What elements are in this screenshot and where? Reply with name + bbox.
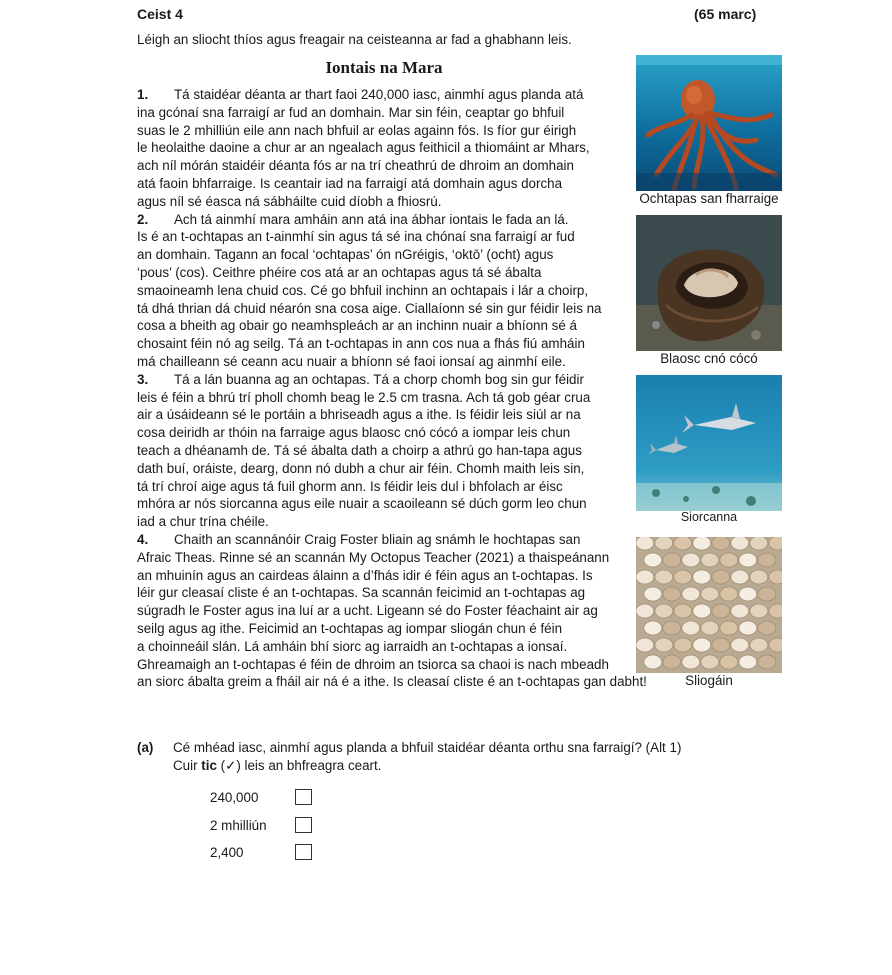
paragraph-text: suas le 2 mhilliún eile ann nach bhfuil ar eolas againn fós. Is fíor gur éirigh (137, 122, 577, 138)
paragraph-text: leis é féin a bhrú trí pholl chomh beag le 2.5 cm trasna. Ach tá gob géar crua (137, 389, 591, 405)
shell-shape (682, 655, 700, 669)
paragraph-text: an domhain. Tagann an focal ‘ochtapas’ ón nGréigis, ‘oktō’ (ocht) agus (137, 247, 554, 263)
passage-line (137, 104, 637, 122)
passage-line (137, 602, 637, 620)
shell-shape (682, 553, 700, 567)
passage-line (137, 567, 637, 585)
option-label: 2 mhilliún (210, 818, 267, 833)
shell-shape (663, 621, 681, 635)
passage-line (137, 656, 637, 674)
passage-line (137, 193, 637, 211)
shell-shape (682, 621, 700, 635)
passage-line (137, 175, 637, 193)
passage-line (137, 211, 637, 229)
paragraph-text: tá dhá thrian dá chuid néarón sna cosa aige. Ciallaíonn sé sin gur féidir leis na (137, 300, 602, 316)
shell-shape (758, 587, 776, 601)
paragraph-text: agus níl sé éasca ná sábháilte cuid díobh a fhiosrú. (137, 193, 442, 209)
passage-line (137, 282, 637, 300)
paragraph-text: ‘pous’ (cos). Ceithre phéire cos atá ar an ochtapas agus tá sé ábalta (137, 264, 542, 280)
shell-shape (739, 553, 757, 567)
paragraph-text: a choinneáil slán. Lá amháin bhí siorc ag iarraidh an t-ochtapas a ionsaí. (137, 638, 568, 654)
paragraph-number: 3. (137, 371, 149, 387)
paragraph-text: chosaint féin nó ag seilg. Tá an t-ochtapas in ann cos nua a fhás fiú amháin (137, 336, 585, 352)
shell-shape (720, 553, 738, 567)
figure-coconut (636, 215, 782, 366)
passage-line (137, 442, 637, 460)
paragraph-text: seilg agus ag ithe. Feicimid an t-ochtapas ag iompar sliogán chun é féin (137, 620, 563, 636)
paragraph-text: Chaith an scannánóir Craig Foster bliain ag snámh le hochtapas san (174, 531, 581, 547)
option-label: 240,000 (210, 790, 259, 805)
paragraph-text: air a úsáideann sé le portáin a bhriseadh agus a ithe. Is féidir leis siúl ar na (137, 407, 581, 423)
paragraph-text: Is é an t-ochtapas an t-ainmhí sin agus tá sé ina chónaí sna farraigí ar fud (137, 229, 575, 245)
shell-shape (701, 621, 719, 635)
shell-shape (758, 621, 776, 635)
octopus-photo-icon (636, 55, 782, 191)
shell-shape (712, 638, 730, 652)
paragraph-text: ach níl mórán staidéir déanta fós ar na trí cheathrú de dhroim an domhain (137, 158, 574, 174)
instr-bold: tic (201, 758, 217, 773)
passage-line (137, 371, 637, 389)
paragraph-text: cosa deiridh ar thóin na farraige agus blaosc cnó cócó a iompar leis chun (137, 425, 571, 441)
paragraph-text: Tá staidéar déanta ar thart faoi 240,000 iasc, ainmhí agus planda atá (174, 87, 584, 102)
instruction: Léigh an sliocht thíos agus freagair na ceisteanna ar fad a ghabhann leis. (137, 32, 572, 47)
shell-shape (663, 587, 681, 601)
passage-line (137, 620, 637, 638)
instr-post: (✓) leis an bhfreagra ceart. (216, 758, 382, 773)
shell-shape (674, 570, 692, 584)
shell-shape (693, 638, 711, 652)
shell-shape (769, 570, 782, 584)
shell-shape (655, 604, 673, 618)
figure-caption: Siorcanna (680, 510, 738, 524)
figure-seashells (636, 537, 782, 688)
paragraph-text: teach a dhéanamh de. Tá sé ábalta dath a choirp a athrú go han-tapa agus (137, 442, 582, 458)
shell-shape (731, 638, 749, 652)
shell-shape (682, 587, 700, 601)
paragraph-text: súgradh le Foster agus ina luí ar a ucht. Ligeann sé do Foster féachaint air ag (137, 603, 598, 619)
shell-shape (731, 537, 749, 550)
paragraph-text: le heolaithe daoine a chur ar an ngealach agus feithicil a thiomáint ar Mhars, (137, 140, 590, 156)
shell-shape (712, 604, 730, 618)
passage-line (137, 406, 637, 424)
paragraph-text: an siorc ábalta greim a fháil air ná é a ithe. Is cleasaí cliste é an t-ochtapas gan dabht! (137, 674, 647, 690)
figure-caption: Ochtapas san fharraige (639, 191, 779, 206)
shell-shape (769, 638, 782, 652)
passage-line (137, 300, 637, 318)
shell-shape (636, 638, 654, 652)
shell-shape (644, 587, 662, 601)
shell-shape (739, 587, 757, 601)
shell-shape (712, 537, 730, 550)
shell-shape (674, 604, 692, 618)
passage-line (137, 673, 647, 691)
shell-shape (701, 587, 719, 601)
shell-shape (644, 655, 662, 669)
shell-shape (750, 604, 768, 618)
passage-line (137, 460, 637, 478)
paragraph-text: smaoineamh lena chuid cos. Cé go bhfuil inchinn an ochtapais i lár a choirp, (137, 282, 589, 298)
passage-line (137, 264, 637, 282)
paragraph-text: Ghreamaigh an t-ochtapas é féin de dhroim an tsiorca sa chaoi is nach mbeadh (137, 656, 609, 672)
passage-line (137, 139, 637, 157)
passage-line (137, 228, 637, 246)
coconut-shell-photo-icon (636, 215, 782, 351)
shell-shape (750, 638, 768, 652)
passage-line (137, 549, 637, 567)
passage-line (137, 86, 637, 104)
shell-shape (720, 587, 738, 601)
shell-shape (636, 537, 654, 550)
shell-shape (644, 621, 662, 635)
paragraph-text: Afraic Theas. Rinne sé an scannán My Octopus Teacher (2021) a thaispeánann (137, 549, 610, 565)
shell-shape (655, 537, 673, 550)
shell-shape (674, 537, 692, 550)
paragraph-text: an mhuinín agus an cairdeas álainn a d’fhás idir é féin agus an t-ochtapas. Is (137, 567, 593, 583)
paragraph-number: 1. (137, 87, 149, 102)
question-a (137, 739, 681, 775)
paragraph-text: Ach tá ainmhí mara amháin ann atá ina ábhar iontais le fada an lá. (174, 211, 569, 227)
question-number: Ceist 4 (137, 6, 183, 22)
passage (137, 86, 647, 691)
paragraph-number: 2. (137, 211, 149, 227)
instr-pre: Cuir (173, 758, 202, 773)
paragraph-text: mhóra ar nós siorcanna agus eile nuair a scaoileann sé dúch gorm leo chun (137, 496, 587, 512)
question-marks: (65 marc) (694, 6, 757, 22)
passage-line (137, 335, 637, 353)
shell-shape (663, 655, 681, 669)
shell-shape (674, 638, 692, 652)
figure-sharks (636, 375, 782, 524)
paragraph-text: iad a chur trína chéile. (137, 514, 269, 530)
passage-line (137, 478, 637, 496)
shell-shape (758, 553, 776, 567)
shell-shape (750, 570, 768, 584)
option-checkbox-240000[interactable] (295, 789, 312, 805)
passage-line (137, 246, 637, 264)
figure-caption: Sliogáin (685, 673, 733, 688)
shell-shape (644, 553, 662, 567)
shell-shape (758, 655, 776, 669)
figure-caption: Blaosc cnó cócó (660, 351, 758, 366)
sharks-photo-icon (636, 375, 782, 511)
shell-shape (701, 553, 719, 567)
passage-line (137, 353, 637, 371)
shell-shape (739, 621, 757, 635)
shell-shape (720, 621, 738, 635)
shell-shape (750, 537, 768, 550)
shell-shape (655, 570, 673, 584)
passage-line (137, 584, 637, 602)
shell-shape (739, 655, 757, 669)
paragraph-text: léir gur cleasaí cliste é an t-ochtapas. Sa scannán feicimid an t-ochtapas ag (137, 585, 586, 601)
shell-shape (720, 655, 738, 669)
shell-shape (655, 638, 673, 652)
option-checkbox-2400[interactable] (295, 844, 312, 860)
question-a-instruction (137, 757, 681, 775)
question-a-label: (a) (137, 740, 154, 755)
option-checkbox-2-mhilliun[interactable] (295, 817, 312, 833)
paragraph-number: 4. (137, 531, 149, 547)
passage-line (137, 157, 637, 175)
shell-shape (693, 537, 711, 550)
shell-shape (636, 570, 654, 584)
paragraph-text: ina gcónaí sna farraigí ar fud an domhain. Mar sin féin, ceaptar go bhfuil (137, 104, 565, 120)
paragraph-text: Tá a lán buanna ag an ochtapas. Tá a chorp chomh bog sin gur féidir (174, 371, 584, 387)
passage-line (137, 122, 637, 140)
shell-shape (731, 570, 749, 584)
paragraph-text: cosa a bheith ag obair go neamhspleách ar an inchinn nuair a bhíonn sé á (137, 318, 577, 334)
passage-line (137, 317, 637, 335)
passage-line (137, 531, 637, 549)
passage-line (137, 495, 637, 513)
shell-shape (663, 553, 681, 567)
paragraph-text: atá faoin bhfarraige. Is ceantair iad na farraigí atá domhain agus dorcha (137, 175, 563, 191)
seashells-photo-icon (636, 537, 782, 673)
option-label: 2,400 (210, 845, 244, 860)
paragraph-text: má chailleann sé ceann acu nuair a bhíonn sé faoi ionsaí ag ainmhí eile. (137, 353, 566, 369)
paragraph-text: tá trí chroí aige agus tá fuil ghorm ann. Is féidir leis dul i bhfolach ar éisc (137, 478, 563, 494)
passage-line (137, 424, 637, 442)
shell-shape (693, 604, 711, 618)
shell-shape (731, 604, 749, 618)
shell-shape (769, 604, 782, 618)
passage-line (137, 389, 637, 407)
passage-title: Iontais na Mara (325, 58, 443, 77)
passage-line (137, 513, 637, 531)
passage-line (137, 638, 637, 656)
shell-shape (701, 655, 719, 669)
shell-shape (693, 570, 711, 584)
shell-shape (712, 570, 730, 584)
question-a-text: Cé mhéad iasc, ainmhí agus planda a bhfuil staidéar déanta orthu sna farraigí? (Alt 1) (173, 740, 682, 755)
figure-octopus (636, 55, 782, 206)
shell-shape (636, 604, 654, 618)
paragraph-text: dath buí, oráiste, dearg, donn nó dubh a chur air féin. Chomh maith leis sin, (137, 460, 585, 476)
